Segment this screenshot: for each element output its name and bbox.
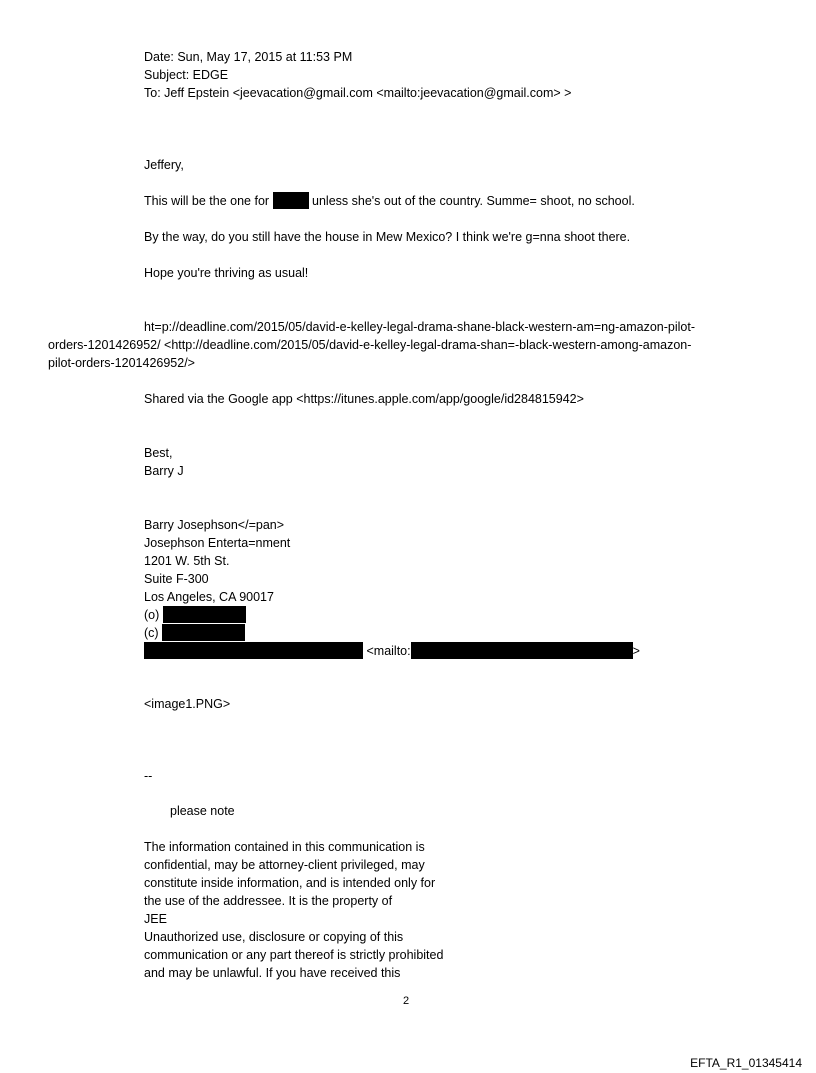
cell-phone-line <box>144 624 245 642</box>
office-label: (o) <box>144 608 160 622</box>
shared-via: Shared via the Google app <https://itunes.apple.com/app/google/id284815942> <box>144 392 584 406</box>
document-id: EFTA_R1_01345414 <box>690 1056 802 1070</box>
paragraph-1 <box>144 192 635 210</box>
signature-suite: Suite F-300 <box>144 572 209 586</box>
redaction-box <box>163 606 246 623</box>
page-number: 2 <box>403 995 410 1007</box>
signature-name: Barry Josephson</=pan> <box>144 518 285 532</box>
paragraph-1-end: unless she's out of the country. Summe= shoot, no school. <box>308 194 635 208</box>
paragraph-3: Hope you're thriving as usual! <box>144 266 309 280</box>
email-subject: Subject: EDGE <box>144 68 229 82</box>
email-to: To: Jeff Epstein <jeevacation@gmail.com <mailto:jeevacation@gmail.com> > <box>144 86 572 100</box>
office-phone-line <box>144 606 246 624</box>
disclaimer-line: communication or any part thereof is strictly prohibited <box>144 948 444 962</box>
disclaimer-line: and may be unlawful. If you have received this <box>144 966 401 980</box>
redaction-box <box>162 624 245 641</box>
disclaimer-line: The information contained in this communication is <box>144 840 425 854</box>
email-line <box>144 642 640 660</box>
signature-company: Josephson Enterta=nment <box>144 536 291 550</box>
mailto-close: > <box>632 644 640 658</box>
greeting: Jeffery, <box>144 158 184 172</box>
note-heading: please note <box>170 804 235 818</box>
paragraph-2: By the way, do you still have the house in Mew Mexico? I think we're g=nna shoot there. <box>144 230 631 244</box>
signoff: Best, <box>144 446 173 460</box>
disclaimer-line: confidential, may be attorney-client privileged, may <box>144 858 425 872</box>
separator: -- <box>144 769 153 783</box>
cell-label: (c) <box>144 626 159 640</box>
disclaimer-line: the use of the addressee. It is the property of <box>144 894 393 908</box>
signature-city: Los Angeles, CA 90017 <box>144 590 274 604</box>
sender-short-name: Barry J <box>144 464 184 478</box>
disclaimer-line: Unauthorized use, disclosure or copying of this <box>144 930 404 944</box>
paragraph-1-start: This will be the one for <box>144 194 273 208</box>
redaction-box <box>144 642 363 659</box>
redaction-box <box>411 642 633 659</box>
link-line-2: orders-1201426952/ <http://deadline.com/2015/05/david-e-kelley-legal-drama-shan=-black-western-among-amazon- <box>48 338 692 352</box>
email-date: Date: Sun, May 17, 2015 at 11:53 PM <box>144 50 353 64</box>
disclaimer-line: constitute inside information, and is intended only for <box>144 876 436 890</box>
link-line-3: pilot-orders-1201426952/> <box>48 356 195 370</box>
attachment-reference: <image1.PNG> <box>144 697 231 711</box>
redaction-box <box>273 192 309 209</box>
signature-street: 1201 W. 5th St. <box>144 554 230 568</box>
disclaimer-line: JEE <box>144 912 167 926</box>
link-line-1: ht=p://deadline.com/2015/05/david-e-kelley-legal-drama-shane-black-western-am=ng-amazon-pilot- <box>144 320 695 334</box>
mailto-label: <mailto: <box>366 644 411 658</box>
